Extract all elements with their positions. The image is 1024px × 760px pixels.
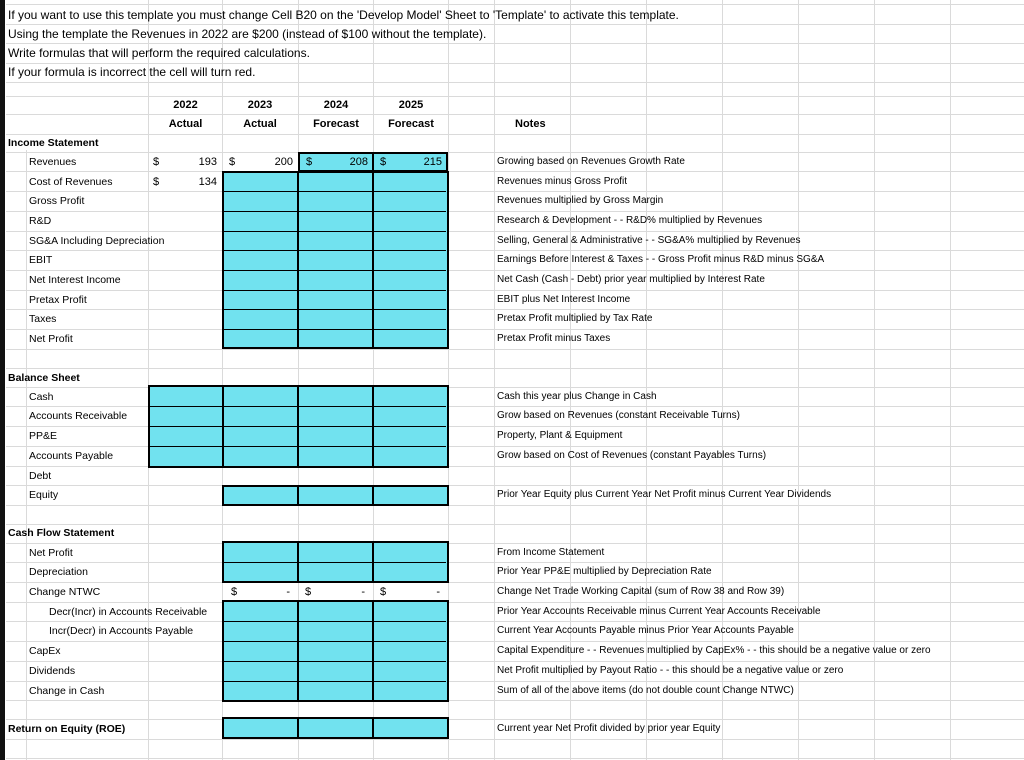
value-cell[interactable]: 193	[198, 156, 217, 168]
note-text: Revenues minus Gross Profit	[497, 176, 628, 187]
note-text: Cash this year plus Change in Cash	[497, 391, 657, 402]
row-label: Net Profit	[29, 547, 73, 559]
currency-symbol: $	[231, 586, 238, 598]
row-label: Revenues	[29, 156, 77, 168]
input-cell[interactable]	[372, 717, 449, 739]
row-label: Decr(Incr) in Accounts Receivable	[49, 606, 208, 618]
currency-symbol: $	[380, 156, 387, 168]
note-text: Sum of all of the above items (do not double count Change NTWC)	[497, 685, 794, 696]
section-title-cashflow: Cash Flow Statement	[8, 527, 115, 539]
row-label: Gross Profit	[29, 195, 85, 207]
row-label: Incr(Decr) in Accounts Payable	[49, 625, 194, 637]
forecast-value: 215	[423, 156, 442, 168]
currency-symbol: $	[305, 586, 312, 598]
row-label: Accounts Payable	[29, 450, 114, 462]
input-block-2024[interactable]	[297, 600, 374, 702]
year-header-2023: 2023	[247, 99, 273, 111]
input-block-2025[interactable]	[372, 600, 449, 702]
instruction-line: If your formula is incorrect the cell will turn red.	[8, 65, 256, 79]
instruction-line: If you want to use this template you must change Cell B20 on the 'Develop Model' Sheet to 'Template' to activate this template.	[8, 8, 679, 22]
instruction-line: Write formulas that will perform the required calculations.	[8, 46, 310, 60]
row-label: PP&E	[29, 430, 58, 442]
note-text: Pretax Profit multiplied by Tax Rate	[497, 313, 653, 324]
input-cell[interactable]	[222, 717, 299, 739]
value-cell[interactable]: -	[361, 586, 365, 598]
notes-header: Notes	[515, 118, 546, 130]
input-block-2024[interactable]	[297, 171, 374, 349]
row-label: Net Profit	[29, 333, 73, 345]
value-cell[interactable]: -	[436, 586, 440, 598]
currency-symbol: $	[153, 176, 160, 188]
value-cell[interactable]: 134	[198, 176, 217, 188]
note-text: From Income Statement	[497, 547, 605, 558]
row-label: R&D	[29, 215, 52, 227]
row-label: Pretax Profit	[29, 294, 87, 306]
note-text: Net Profit multiplied by Payout Ratio - - this should be a negative value or zero	[497, 665, 844, 676]
year-header-2024: 2024	[323, 99, 349, 111]
value-cell[interactable]: 200	[274, 156, 293, 168]
note-text: Prior Year Equity plus Current Year Net Profit minus Current Year Dividends	[497, 489, 832, 500]
row-label: Depreciation	[29, 566, 88, 578]
note-text: Revenues multiplied by Gross Margin	[497, 195, 664, 206]
year-header-2022: 2022	[173, 99, 198, 111]
note-text: Property, Plant & Equipment	[497, 430, 623, 441]
note-text: Growing based on Revenues Growth Rate	[497, 156, 685, 167]
type-header-2025: Forecast	[388, 118, 434, 130]
row-header-edge	[0, 0, 5, 760]
type-header-2023: Actual	[243, 118, 277, 130]
row-label: EBIT	[29, 254, 53, 266]
row-label: Dividends	[29, 665, 76, 677]
note-text: Capital Expenditure - - Revenues multiplied by CapEx% - - this should be a negative value or zero	[497, 645, 931, 656]
row-label: Cost of Revenues	[29, 176, 113, 188]
note-text: Grow based on Cost of Revenues (constant Payables Turns)	[497, 450, 767, 461]
input-cell[interactable]	[297, 485, 374, 506]
note-text: Current year Net Profit divided by prior year Equity	[497, 723, 721, 734]
currency-symbol: $	[306, 156, 313, 168]
section-title-balance: Balance Sheet	[8, 372, 80, 384]
input-cell[interactable]	[372, 485, 449, 506]
currency-symbol: $	[229, 156, 236, 168]
section-title-income: Income Statement	[8, 137, 99, 149]
row-label: SG&A Including Depreciation	[29, 235, 165, 247]
note-text: Selling, General & Administrative - - SG&A% multiplied by Revenues	[497, 235, 801, 246]
row-label: Equity	[29, 489, 59, 501]
input-cell[interactable]	[372, 152, 448, 172]
note-text: Prior Year Accounts Receivable minus Current Year Accounts Receivable	[497, 606, 821, 617]
row-label: Change NTWC	[29, 586, 101, 598]
note-text: Earnings Before Interest & Taxes - - Gross Profit minus R&D minus SG&A	[497, 254, 825, 265]
note-text: Change Net Trade Working Capital (sum of Row 38 and Row 39)	[497, 586, 785, 597]
value-cell[interactable]: -	[286, 586, 290, 598]
input-cell[interactable]	[222, 485, 299, 506]
year-header-2025: 2025	[398, 99, 424, 111]
note-text: Grow based on Revenues (constant Receivable Turns)	[497, 410, 740, 421]
type-header-2024: Forecast	[313, 118, 359, 130]
instruction-line: Using the template the Revenues in 2022 are $200 (instead of $100 without the template).	[8, 27, 487, 41]
currency-symbol: $	[380, 586, 387, 598]
row-label: Debt	[29, 470, 52, 482]
input-cell[interactable]	[297, 717, 374, 739]
note-text: Pretax Profit minus Taxes	[497, 333, 611, 344]
input-cell[interactable]	[298, 152, 374, 172]
note-text: Net Cash (Cash - Debt) prior year multiplied by Interest Rate	[497, 274, 765, 285]
row-label: Change in Cash	[29, 685, 105, 697]
currency-symbol: $	[153, 156, 160, 168]
note-text: EBIT plus Net Interest Income	[497, 294, 631, 305]
note-text: Prior Year PP&E multiplied by Depreciation Rate	[497, 566, 712, 577]
row-label: Taxes	[29, 313, 57, 325]
input-block-2023[interactable]	[222, 171, 299, 349]
forecast-value: 208	[349, 156, 368, 168]
row-label: Net Interest Income	[29, 274, 121, 286]
type-header-2022: Actual	[168, 118, 203, 130]
row-label: CapEx	[29, 645, 61, 657]
note-text: Current Year Accounts Payable minus Prior Year Accounts Payable	[497, 625, 794, 636]
row-label: Cash	[29, 391, 54, 403]
row-label: Accounts Receivable	[29, 410, 128, 422]
section-title-roe: Return on Equity (ROE)	[8, 723, 126, 735]
note-text: Research & Development - - R&D% multiplied by Revenues	[497, 215, 763, 226]
input-block-2023[interactable]	[222, 600, 299, 702]
input-block-2025[interactable]	[372, 171, 449, 349]
